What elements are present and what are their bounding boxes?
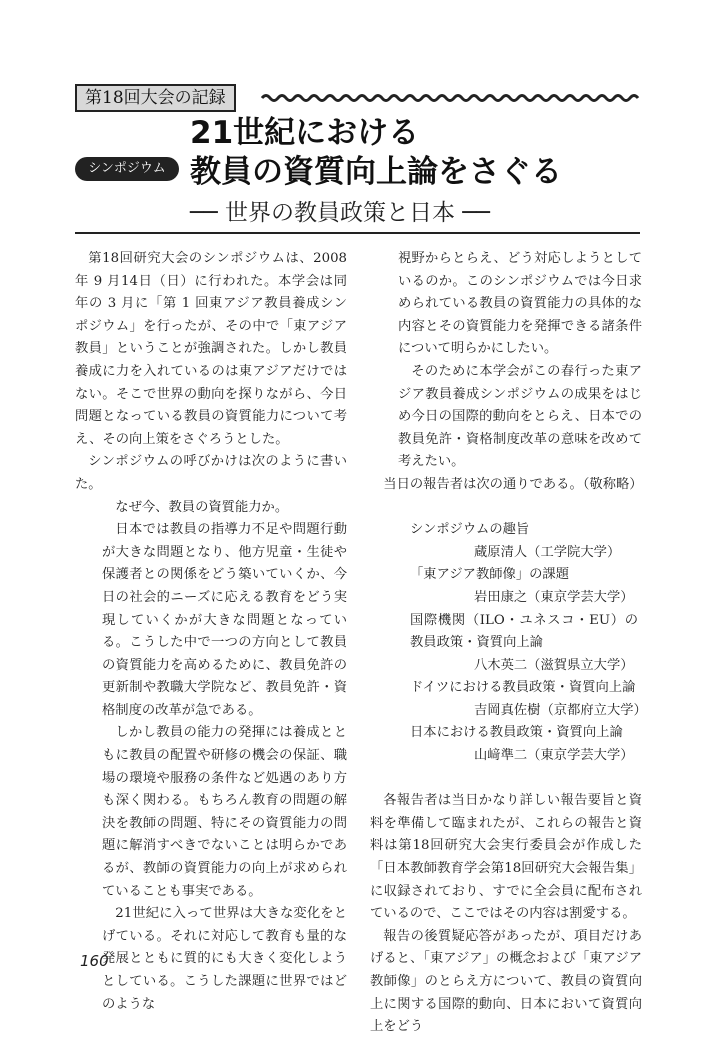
invitation-paragraph: シンポジウムの呼びかけは次のように書いた。 [75, 454, 347, 492]
report-presenter: 蔵原清人（工学院大学） [474, 544, 621, 560]
quote-continued [370, 248, 642, 474]
quote-paragraph: そのために本学会がこの春行った東アジア教員養成シンポジウムの成果をはじめ今日の国際的動向をとらえ、日本での教員免許・資格制度改革の意味を改めて考えたい。 [398, 363, 642, 470]
report-title: シンポジウムの趣旨 [410, 522, 530, 538]
quote-paragraph: 日本では教員の指導力不足や問題行動が大きな問題となり、他方児童・生徒や保護者との関係をどう築いていくか、今日の社会的ニーズに応える教育をどう実現していくかが大きな問題となっている。こうした中で一つの方向として教員の資質能力を高めるために、教員免許の更新制や教職大学院など、教員免許・資格制度の改革が急である。 [102, 522, 347, 718]
body-paragraph: 報告の後質疑応答があったが、項目だけあげると、「東アジア」の概念および「東アジア教師像」のとらえ方について、教員の資質向上に関する国際的動向、日本において資質向上をどう [370, 928, 642, 1035]
report-title: 「東アジア教師像」の課題 [410, 567, 570, 583]
report-presenter: 岩田康之（東京学芸大学） [474, 589, 634, 605]
quote-heading: なぜ今、教員の資質能力か。 [115, 499, 289, 515]
report-presenter: 山﨑準二（東京学芸大学） [474, 748, 634, 764]
body-paragraph: 各報告者は当日かなり詳しい報告要旨と資料を準備して臨まれたが、これらの報告と資料は第18回研究大会実行委員会が作成した「日本教師教育学会第18回研究大会報告集」に収録されており、すでに全会員に配布されているので、ここではその内容は割愛する。 [370, 793, 642, 922]
intro-paragraph: 第18回研究大会のシンポジウムは、2008年 9 月14日（日）に行われた。本学会は同年の 3 月に「第 1 回東アジア教員養成シンポジウム」を行ったが、その中で「東アジア教員」ということが強調された。しかし教員養成に力を入れているのは東アジアだけではない。そこで世界の動向を探りながら、今日問題となっている教員の資質能力について考え、その向上策をさぐろうとした。 [75, 251, 347, 447]
invitation-quote [75, 497, 347, 1017]
report-title: 国際機関（ILO・ユネスコ・EU）の教員政策・資質向上論 [410, 612, 638, 651]
reports-list [370, 519, 647, 768]
page-title-line2: 教員の資質向上論をさぐる [190, 154, 562, 190]
wavy-rule-decoration [262, 93, 640, 103]
left-column [75, 248, 347, 1016]
quote-paragraph: 視野からとらえ、どう対応しようとしているのか。このシンポジウムでは今日求められている教員の資質能力の具体的な内容とその資質能力を発揮できる諸条件について明らかにしたい。 [398, 251, 642, 357]
title-divider [75, 232, 640, 234]
section-label: 第18回大会の記録 [75, 84, 236, 112]
page-title-line1: 21世紀における [190, 115, 420, 151]
right-column [370, 248, 647, 1039]
report-title: ドイツにおける教員政策・資質向上論 [410, 680, 636, 696]
page-subtitle: ── 世界の教員政策と日本 ── [190, 200, 491, 226]
report-presenter: 八木英二（滋賀県立大学） [474, 657, 634, 673]
symposium-badge: シンポジウム [75, 157, 179, 181]
page-number: 160 [80, 952, 109, 970]
report-presenter: 吉岡真佐樹（京都府立大学） [474, 702, 647, 718]
quote-paragraph: 21世紀に入って世界は大きな変化をとげている。それに対応して教育も量的な発展とともに質的にも大きく変化しようとしている。こうした課題に世界ではどのような [102, 906, 347, 1012]
quote-paragraph: しかし教員の能力の発揮には養成とともに教員の配置や研修の機会の保証、職場の環境や服務の条件など処遇のあり方も深く関わる。もちろん教育の問題の解決を教師の問題、特にその資質能力の問題に解消すべきでないことは明らかであるが、教師の資質能力の向上が求められていることも事実である。 [102, 725, 347, 899]
reporters-intro: 当日の報告者は次の通りである。（敬称略） [383, 476, 643, 492]
report-title: 日本における教員政策・資質向上論 [410, 725, 623, 741]
